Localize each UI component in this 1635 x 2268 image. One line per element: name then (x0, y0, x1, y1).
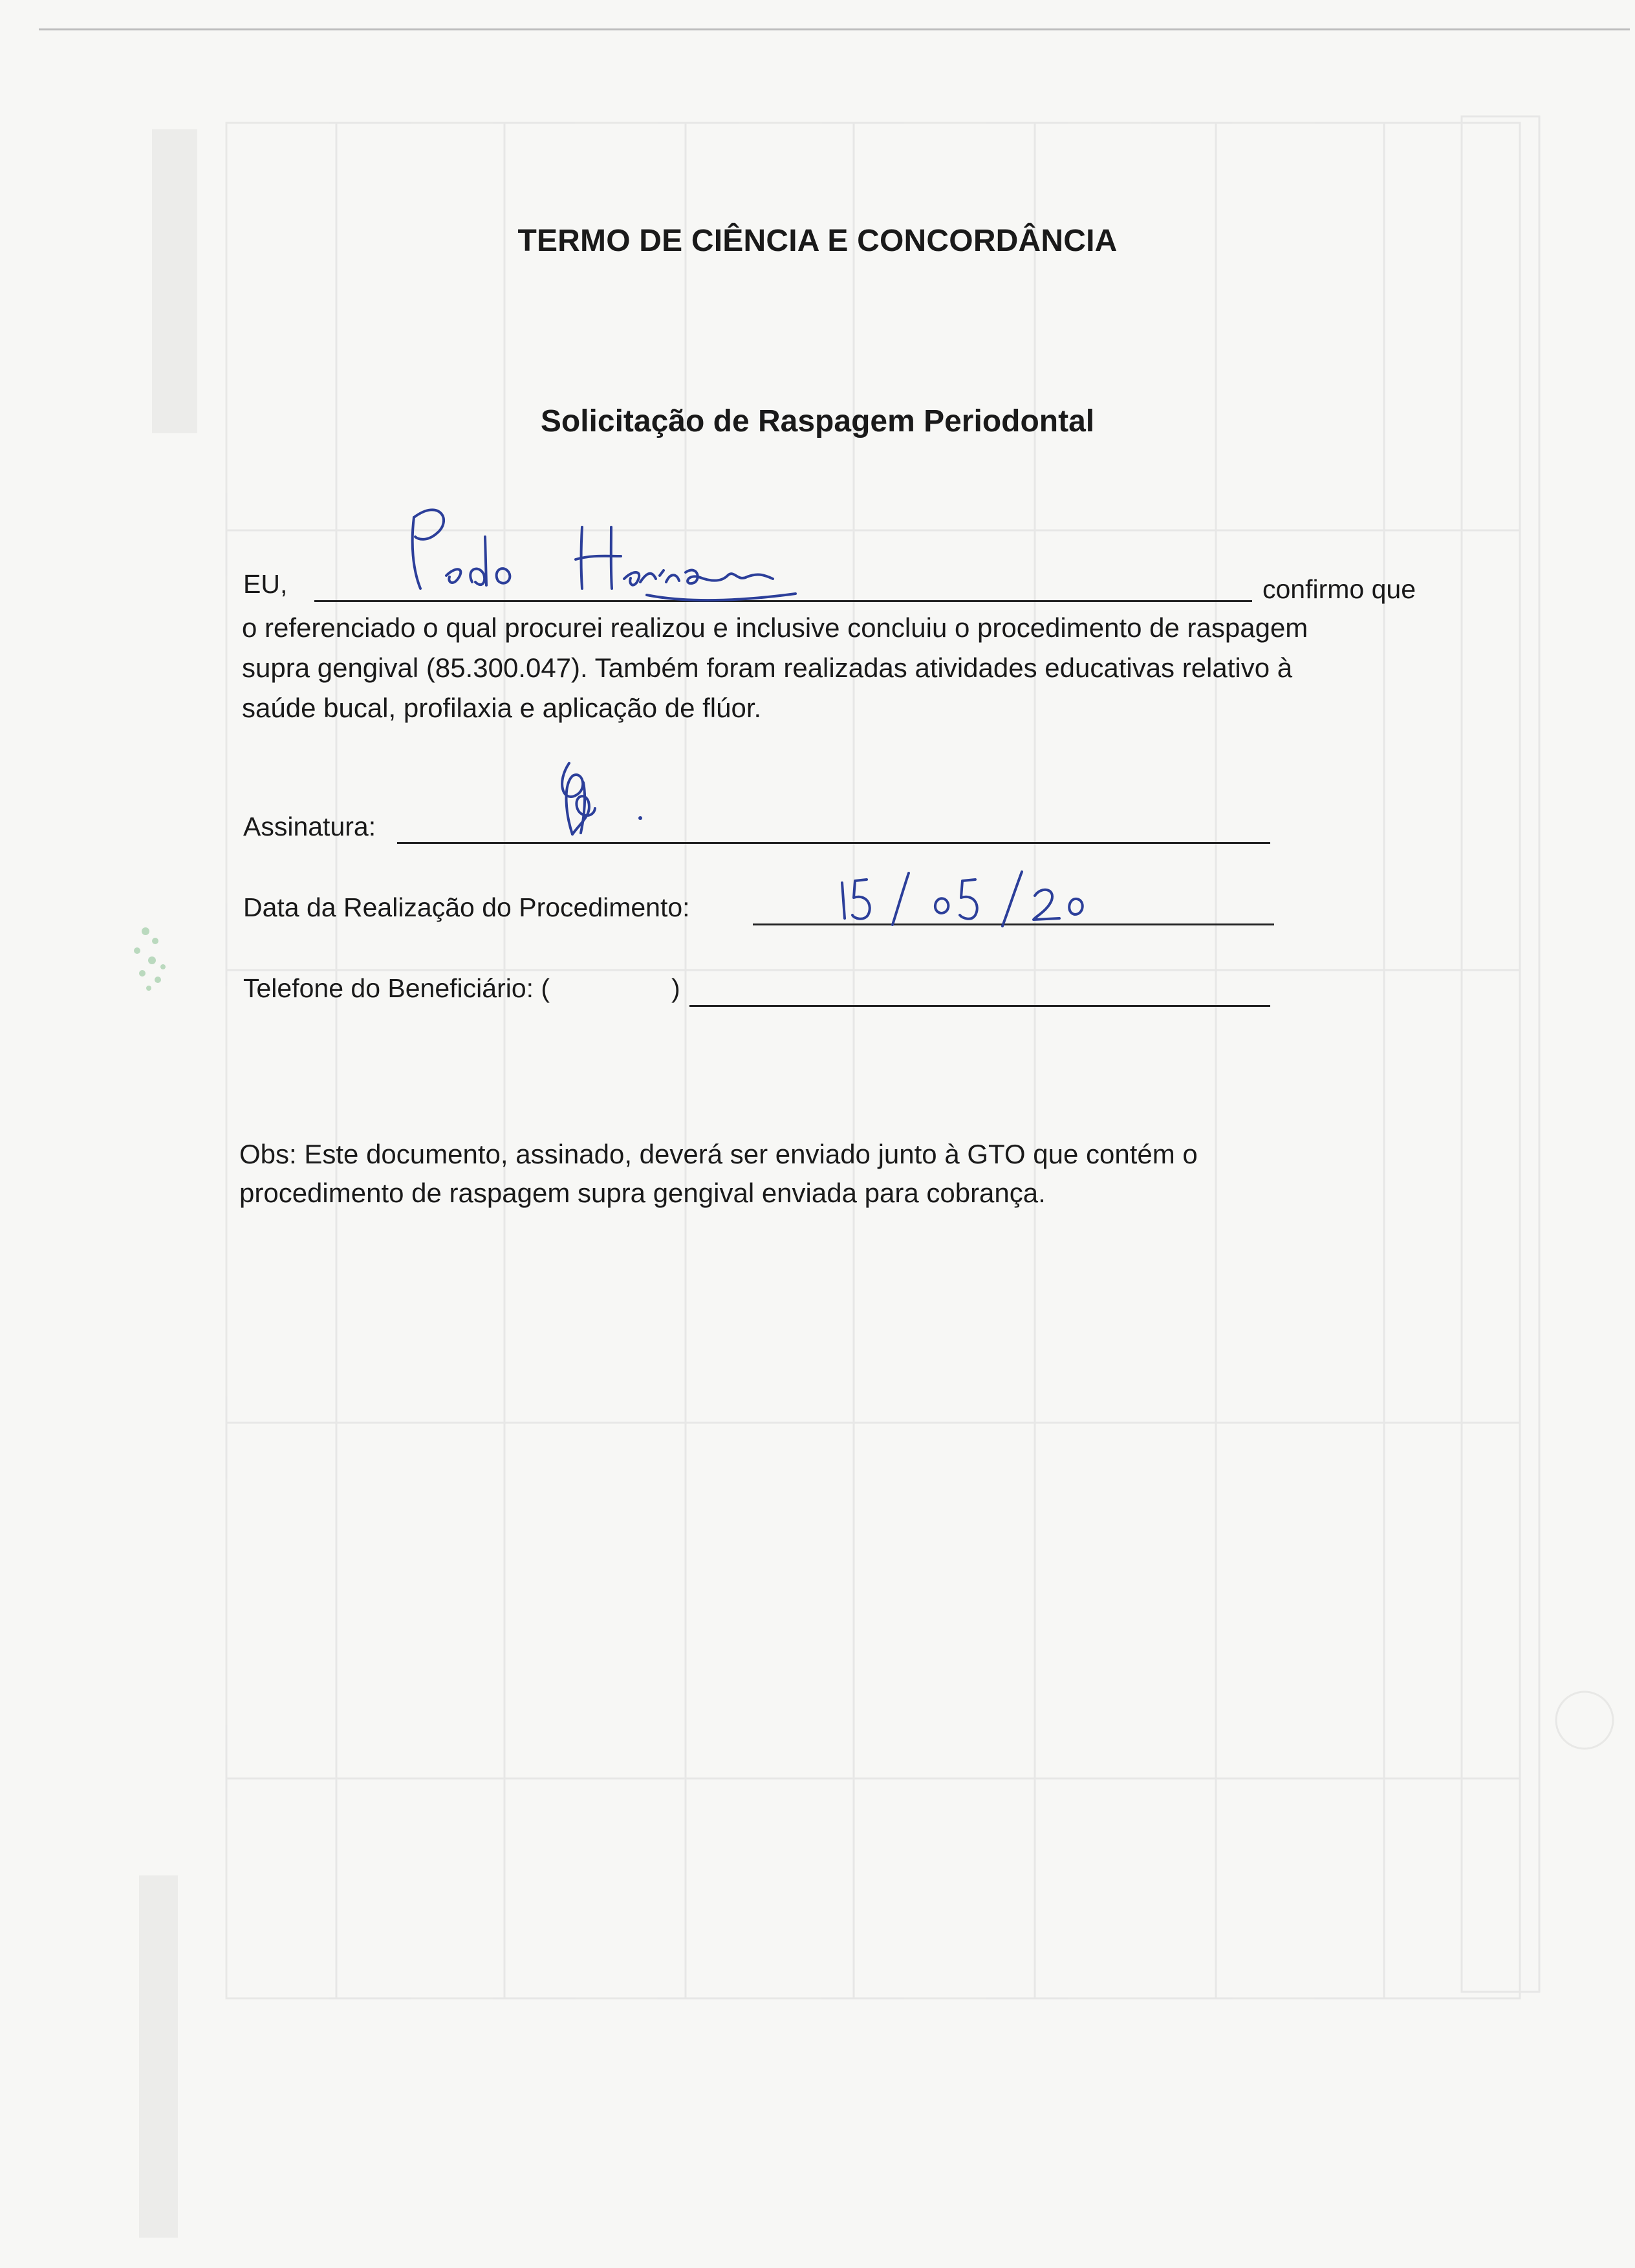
signature-line[interactable] (397, 842, 1270, 844)
signature-label: Assinatura: (243, 812, 376, 841)
phone-close-paren: ) (671, 973, 680, 1003)
date-label: Data da Realização do Procedimento: (243, 892, 690, 922)
confirm-text: confirmo que (1262, 574, 1416, 604)
top-edge-line (39, 28, 1630, 30)
paragraph-line: supra gengival (85.300.047). Também foram realizadas atividades educativas relativo à (242, 653, 1293, 683)
consent-paragraph (242, 608, 1451, 728)
obs-line: Obs: Este documento, assinado, deverá ser enviado junto à GTO que contém o (239, 1139, 1198, 1169)
document-title: TERMO DE CIÊNCIA E CONCORDÂNCIA (517, 224, 1118, 258)
handwritten-date (815, 867, 1112, 931)
paragraph-line: saúde bucal, profilaxia e aplicação de flúor. (242, 693, 762, 723)
document-subtitle: Solicitação de Raspagem Periodontal (540, 404, 1095, 438)
handwritten-signature (543, 757, 647, 847)
date-line[interactable] (753, 923, 1274, 925)
phone-label: Telefone do Beneficiário: ( (243, 973, 550, 1003)
name-underline (314, 600, 1252, 602)
obs-line: procedimento de raspagem supra gengival enviada para cobrança. (239, 1178, 1046, 1208)
paragraph-line: o referenciado o qual procurei realizou e inclusive concluiu o procedimento de raspagem (242, 612, 1308, 643)
observation-note (239, 1135, 1468, 1213)
phone-line[interactable] (689, 1005, 1270, 1007)
handwritten-name (375, 491, 841, 608)
eu-label: EU, (243, 569, 288, 599)
